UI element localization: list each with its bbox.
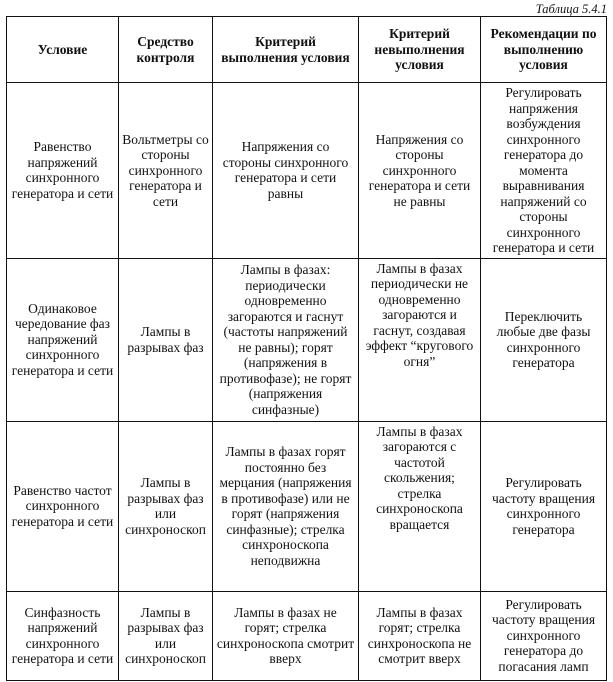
cell-recommendation: Регулировать частоту вращения синхронного генератора до погасания ламп xyxy=(481,591,607,680)
cell-recommendation: Переключить любые две фазы синхронного генератора xyxy=(481,258,607,421)
header-criterion-met: Критерий выполнения условия xyxy=(213,17,359,83)
cell-criterion-met: Напряжения со стороны синхронного генератора и сети равны xyxy=(213,83,359,259)
cell-means: Лампы в разрывах фаз или синхроноскоп xyxy=(119,591,213,680)
cell-criterion-met: Лампы в фазах горят постоянно без мерцания (напряжения в противофазе) или не горят (напряжения синфазные); стрелка синхроноскопа неподвижна xyxy=(213,421,359,591)
cell-recommendation: Регулировать напряжения возбуждения синхронного генератора до момента выравнивания напряжений со стороны синхронного генератора и сети xyxy=(481,83,607,259)
cell-condition: Равенство частот синхронного генератора и сети xyxy=(7,421,119,591)
cell-condition: Одинаковое чередование фаз напряжений синхронного генератора и сети xyxy=(7,258,119,421)
cell-means: Вольтметры со стороны синхронного генератора и сети xyxy=(119,83,213,259)
table-row xyxy=(7,421,607,591)
cell-criterion-not-met: Лампы в фазах горят; стрелка синхроноскопа не смотрит вверх xyxy=(359,591,481,680)
table-row xyxy=(7,83,607,259)
table-row xyxy=(7,258,607,421)
cell-means: Лампы в разрывах фаз или синхроноскоп xyxy=(119,421,213,591)
cell-criterion-not-met: Лампы в фазах периодически не одновременно загораются и гаснут, создавая эффект “кругового огня” xyxy=(359,258,481,421)
cell-criterion-met: Лампы в фазах: периодически одновременно загораются и гаснут (частоты напряжений не равны); горят (напряжения в противофазе); не горят (напряжения синфазные) xyxy=(213,258,359,421)
header-recommendation: Рекомендации по выполнению условия xyxy=(481,17,607,83)
table-row xyxy=(7,591,607,680)
header-condition: Условие xyxy=(7,17,119,83)
table-caption: Таблица 5.4.1 xyxy=(535,2,607,16)
cell-criterion-not-met: Напряжения со стороны синхронного генератора и сети не равны xyxy=(359,83,481,259)
cell-criterion-not-met: Лампы в фазах загораются с частотой скольжения; стрелка синхроноскопа вращается xyxy=(359,421,481,591)
cell-recommendation: Регулировать частоту вращения синхронного генератора xyxy=(481,421,607,591)
conditions-table xyxy=(6,16,607,681)
header-criterion-not-met: Критерий невыполнения условия xyxy=(359,17,481,83)
cell-means: Лампы в разрывах фаз xyxy=(119,258,213,421)
cell-criterion-met: Лампы в фазах не горят; стрелка синхроноскопа смотрит вверх xyxy=(213,591,359,680)
cell-condition: Равенство напряжений синхронного генератора и сети xyxy=(7,83,119,259)
cell-condition: Синфазность напряжений синхронного генератора и сети xyxy=(7,591,119,680)
table-header-row xyxy=(7,17,607,83)
header-means: Средство контроля xyxy=(119,17,213,83)
